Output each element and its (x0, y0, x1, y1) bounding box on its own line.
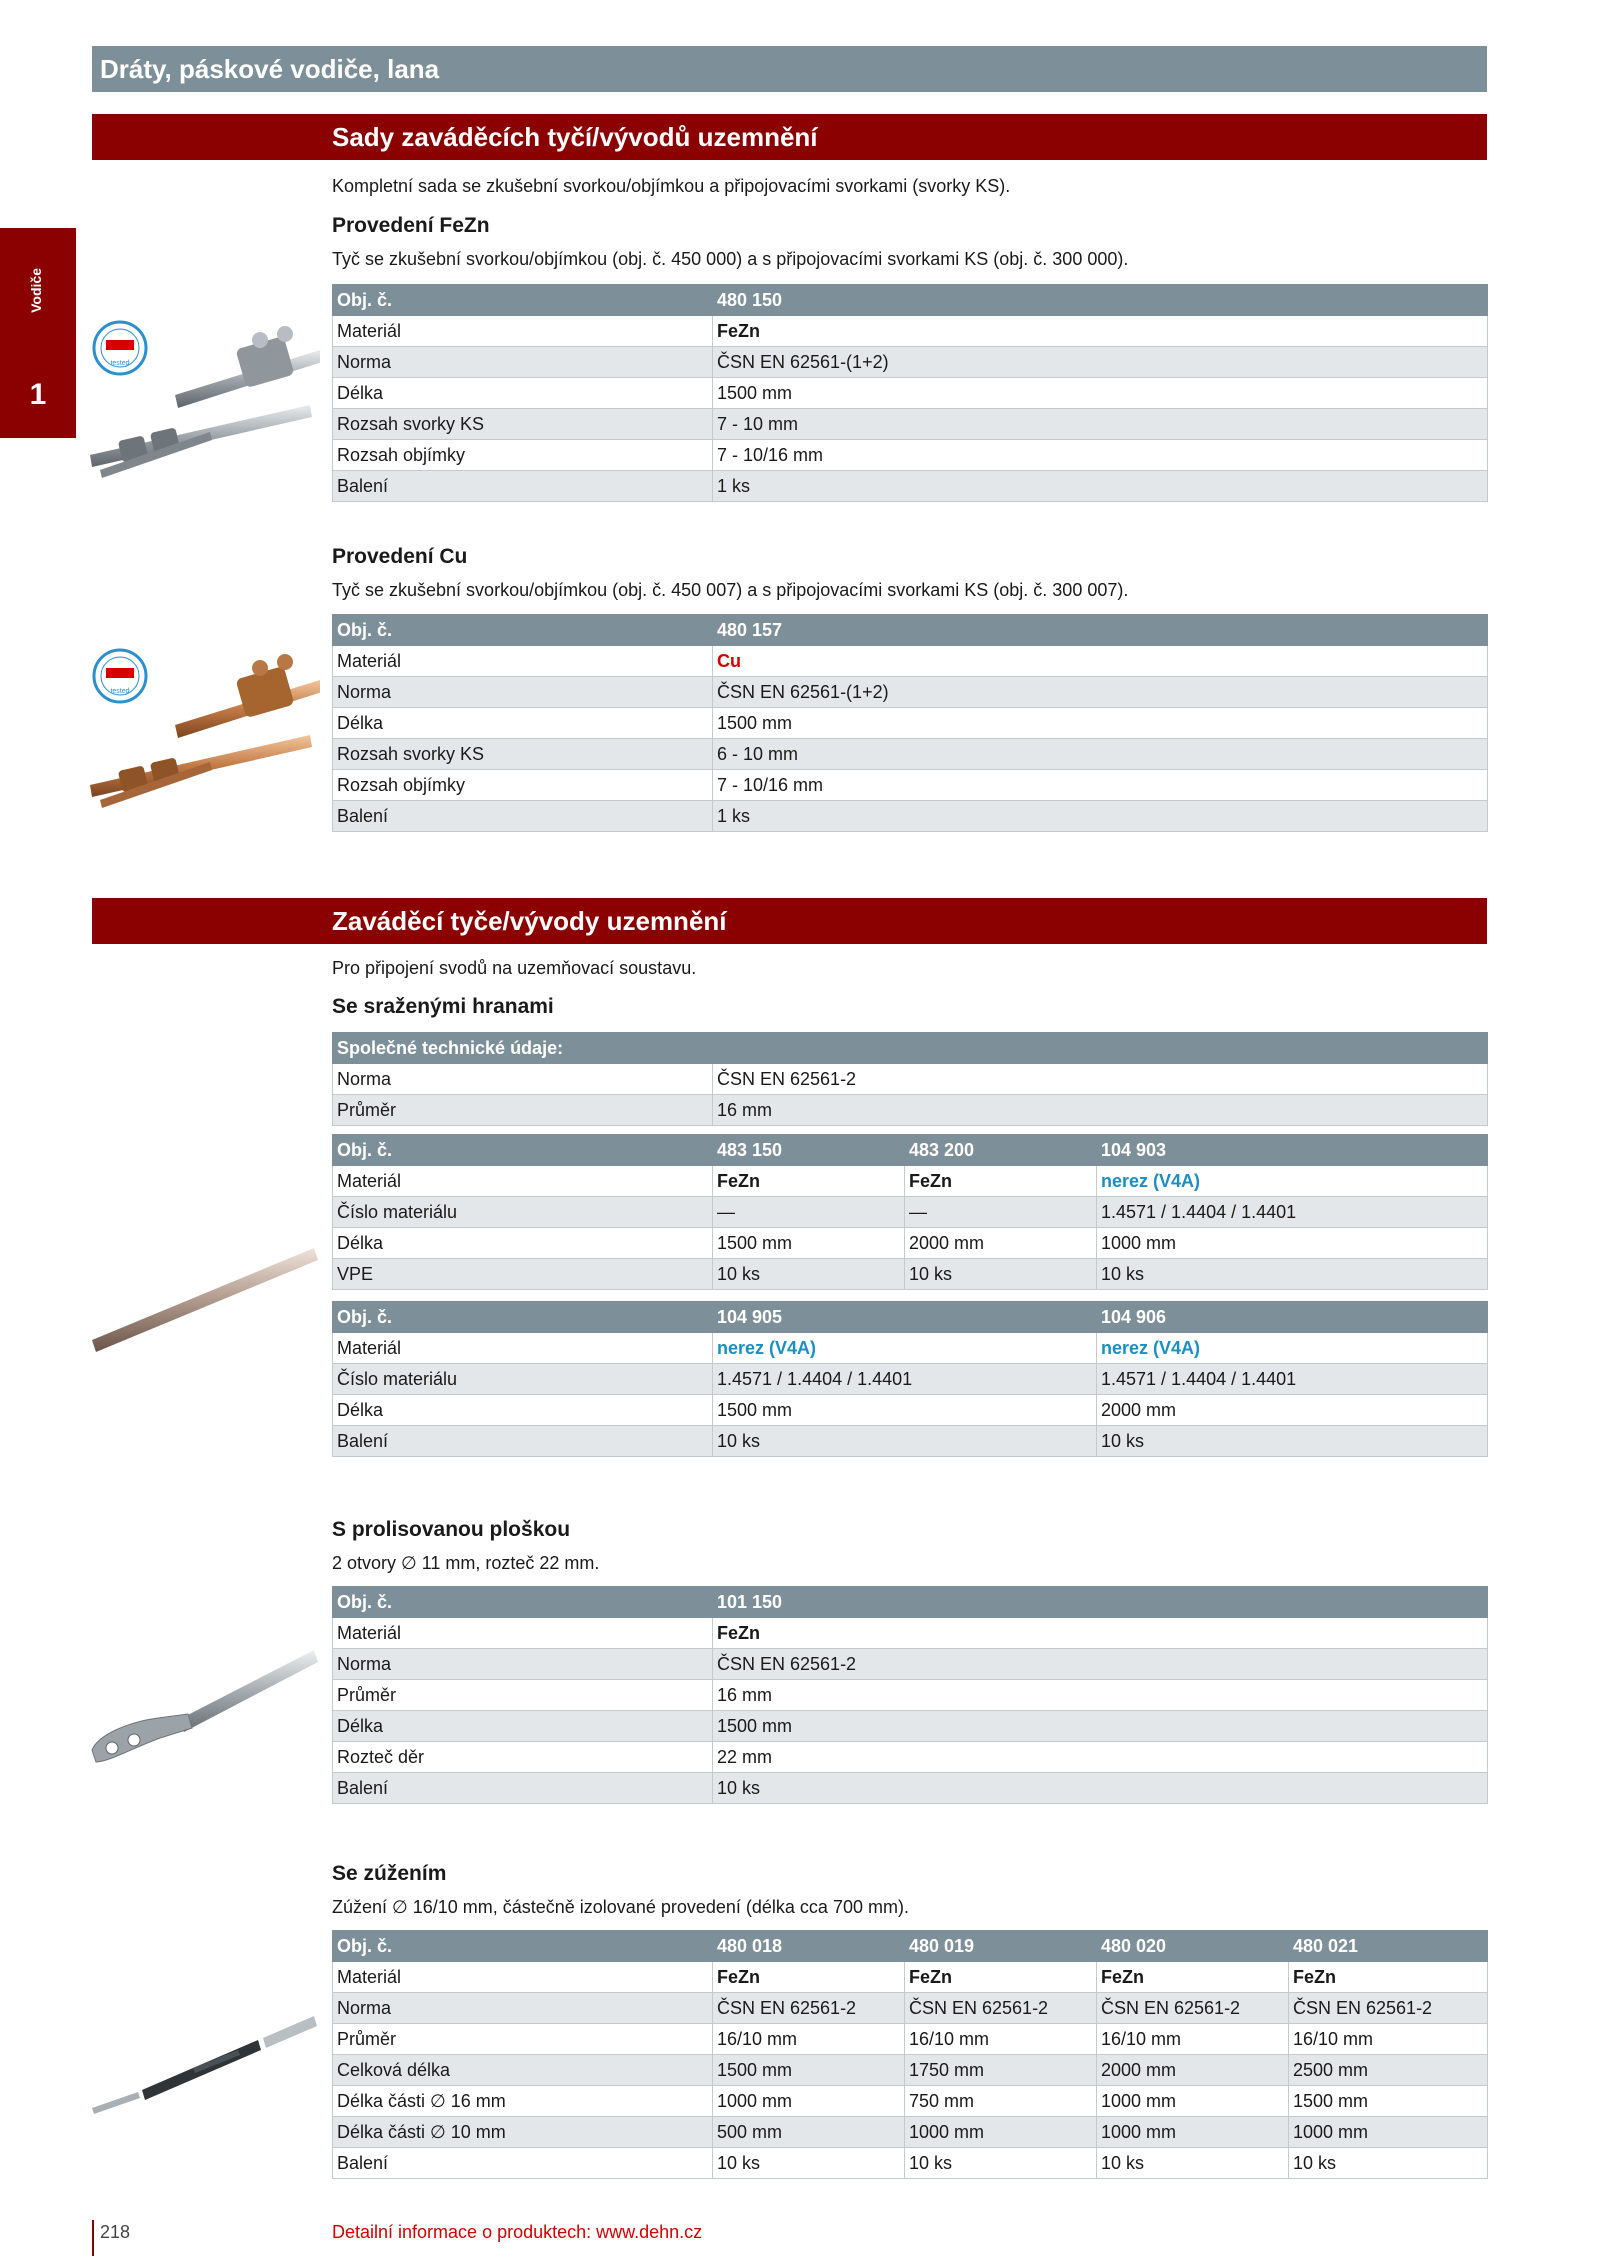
subsection-heading: Se zúžením (332, 1862, 447, 1885)
table-row: Norma ČSN EN 62561-2 ČSN EN 62561-2 ČSN EN 62561-2 ČSN EN 62561-2 (333, 1993, 1488, 2024)
subsection-description: Tyč se zkušební svorkou/objímkou (obj. č. 450 007) a s připojovacími svorkami KS (obj. č. 300 007). (332, 580, 1129, 600)
table-row: Průměr 16 mm (333, 1680, 1488, 1711)
table-row: Délka části ∅ 10 mm 500 mm 1000 mm 1000 mm 1000 mm (333, 2117, 1488, 2148)
table-header-row: Obj. č. 483 150 483 200 104 903 (333, 1135, 1488, 1166)
section-title-rods: Zaváděcí tyče/vývody uzemnění (92, 898, 1487, 944)
spec-table-chamfered-1 (332, 1134, 1488, 1290)
common-specs-table (332, 1032, 1488, 1126)
subsection-heading: Provedení FeZn (332, 214, 490, 237)
subsection-heading: Se sraženými hranami (332, 995, 554, 1018)
chapter-tab-label: Vodiče (28, 268, 44, 313)
table-row: Číslo materiálu — — 1.4571 / 1.4404 / 1.4401 (333, 1197, 1488, 1228)
cu-kit-image (90, 650, 320, 820)
table-row: Balení 10 ks 10 ks 10 ks 10 ks (333, 2148, 1488, 2179)
tested-badge-text: tested (110, 360, 130, 367)
table-row: Balení 1 ks (333, 471, 1488, 502)
table-row: Materiál FeZn FeZn nerez (V4A) (333, 1166, 1488, 1197)
fezn-kit-image (90, 320, 320, 490)
table-row: Rozteč děr 22 mm (333, 1742, 1488, 1773)
subsection-description: Zúžení ∅ 16/10 mm, částečně izolované provedení (délka cca 700 mm). (332, 1897, 909, 1917)
table-row: Délka 1500 mm 2000 mm 1000 mm (333, 1228, 1488, 1259)
table-row: Norma ČSN EN 62561-(1+2) (333, 347, 1488, 378)
chapter-tab-number: 1 (29, 378, 47, 411)
table-row: Délka 1500 mm (333, 378, 1488, 409)
table-row: Číslo materiálu 1.4571 / 1.4404 / 1.4401 1.4571 / 1.4404 / 1.4401 (333, 1364, 1488, 1395)
table-row: Materiál FeZn (333, 1618, 1488, 1649)
spec-table-480150 (332, 284, 1488, 502)
subsection-heading: Provedení Cu (332, 545, 468, 568)
table-header-row: Společné technické údaje: (333, 1033, 1488, 1064)
tested-badge-text: tested (110, 688, 130, 695)
table-row: Norma ČSN EN 62561-2 (333, 1649, 1488, 1680)
table-row: Rozsah objímky 7 - 10/16 mm (333, 440, 1488, 471)
page-number: 218 (100, 2222, 131, 2242)
table-row: Balení 10 ks 10 ks (333, 1426, 1488, 1457)
section-intro: Pro připojení svodů na uzemňovací soustavu. (332, 958, 697, 978)
section-title-kits: Sady zaváděcích tyčí/vývodů uzemnění (92, 114, 1487, 160)
table-row: Délka 1500 mm (333, 708, 1488, 739)
table-row: Délka 1500 mm 2000 mm (333, 1395, 1488, 1426)
table-row: Rozsah svorky KS 7 - 10 mm (333, 409, 1488, 440)
subsection-description: Tyč se zkušební svorkou/objímkou (obj. č. 450 000) a s připojovacími svorkami KS (obj. č. 300 000). (332, 249, 1129, 269)
spec-table-reduced (332, 1930, 1488, 2179)
reduced-rod-image (88, 2000, 320, 2120)
table-row: Materiál FeZn FeZn FeZn FeZn (333, 1962, 1488, 1993)
spec-table-101150 (332, 1586, 1488, 1804)
table-row: Materiál nerez (V4A) nerez (V4A) (333, 1333, 1488, 1364)
table-header-row: Obj. č. 480 157 (333, 615, 1488, 646)
spec-table-480157 (332, 614, 1488, 832)
table-row: Rozsah objímky 7 - 10/16 mm (333, 770, 1488, 801)
table-row: Materiál Cu (333, 646, 1488, 677)
table-header-row: Obj. č. 480 018 480 019 480 020 480 021 (333, 1931, 1488, 1962)
subsection-description: 2 otvory ∅ 11 mm, rozteč 22 mm. (332, 1553, 600, 1573)
page-header: Dráty, páskové vodiče, lana (92, 46, 1487, 92)
flat-end-rod-image (88, 1640, 320, 1770)
table-row: Norma ČSN EN 62561-(1+2) (333, 677, 1488, 708)
table-row: Balení 1 ks (333, 801, 1488, 832)
table-header-row: Obj. č. 480 150 (333, 285, 1488, 316)
chamfered-rod-image (90, 1240, 320, 1360)
table-header-row: Obj. č. 104 905 104 906 (333, 1302, 1488, 1333)
table-row: Materiál FeZn (333, 316, 1488, 347)
section-intro: Kompletní sada se zkušební svorkou/objímkou a připojovacími svorkami (svorky KS). (332, 176, 1011, 196)
footer-divider (92, 2220, 94, 2256)
spec-table-chamfered-2 (332, 1301, 1488, 1457)
table-row: Délka části ∅ 16 mm 1000 mm 750 mm 1000 mm 1500 mm (333, 2086, 1488, 2117)
table-row: VPE 10 ks 10 ks 10 ks (333, 1259, 1488, 1290)
table-row: Balení 10 ks (333, 1773, 1488, 1804)
table-row: Délka 1500 mm (333, 1711, 1488, 1742)
table-row: Celková délka 1500 mm 1750 mm 2000 mm 2500 mm (333, 2055, 1488, 2086)
table-row: Rozsah svorky KS 6 - 10 mm (333, 739, 1488, 770)
chapter-tab (0, 228, 76, 438)
table-row: Norma ČSN EN 62561-2 (333, 1064, 1488, 1095)
table-row: Průměr 16/10 mm 16/10 mm 16/10 mm 16/10 mm (333, 2024, 1488, 2055)
product-info-link[interactable]: Detailní informace o produktech: www.dehn.cz (332, 2222, 703, 2242)
subsection-heading: S prolisovanou ploškou (332, 1518, 571, 1541)
table-row: Průměr 16 mm (333, 1095, 1488, 1126)
table-header-row: Obj. č. 101 150 (333, 1587, 1488, 1618)
